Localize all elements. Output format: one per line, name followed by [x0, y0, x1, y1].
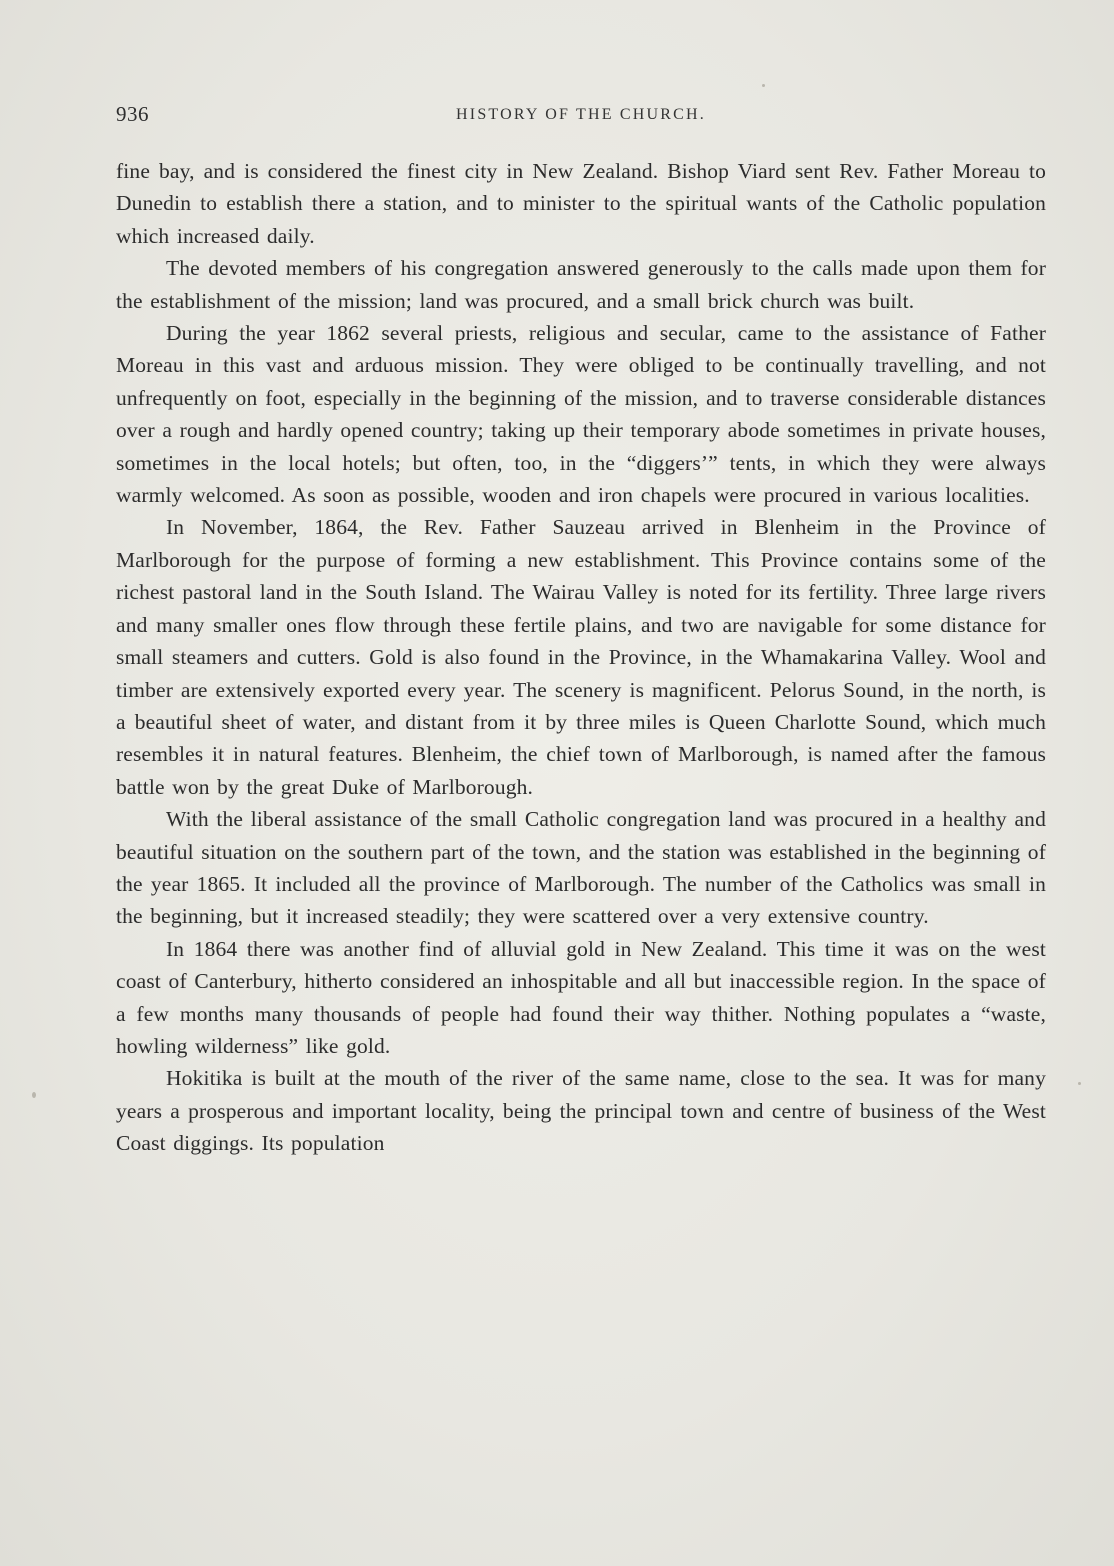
page-number: 936	[116, 102, 149, 126]
page-header	[116, 100, 1046, 130]
body-text	[116, 155, 1046, 1160]
paragraph-1862-priests: During the year 1862 several priests, religious and secular, came to the assistance of Father Moreau in this vast and arduous mission. They were obliged to be continually travelling, and not unfrequently on foot, especially in the beginning of the mission, and to traverse considerable distances over a rough and hardly opened country; taking up their temporary abode sometimes in private houses, sometimes in the local hotels; but often, too, in the “diggers’” tents, in which they were always warmly welcomed. As soon as possible, wooden and iron chapels were procured in various localities.	[116, 321, 1046, 508]
paragraph-hokitika: Hokitika is built at the mouth of the river of the same name, close to the sea. It was for many years a prosperous and important locality, being the principal town and centre of business of the West Coast diggings. Its population	[116, 1066, 1046, 1156]
paper-speck	[1078, 1082, 1081, 1085]
running-title: HISTORY OF THE CHURCH.	[456, 106, 706, 123]
paragraph-dunedin: fine bay, and is considered the finest city in New Zealand. Bishop Viard sent Rev. Father Moreau to Dunedin to establish there a station, and to minister to the spiritual wants of the Catholic population which increased daily.	[116, 159, 1046, 248]
paper-speck	[32, 1092, 36, 1098]
paragraph-west-coast-gold: In 1864 there was another find of alluvial gold in New Zealand. This time it was on the west coast of Canterbury, hitherto considered an inhospitable and all but inaccessible region. In the space of a few months many thousands of people had found their way thither. Nothing populates a “waste, howling wilderness” like gold.	[116, 936, 1046, 1058]
paragraph-congregation: The devoted members of his congregation answered generously to the calls made upon them for the establishment of the mission; land was procured, and a small brick church was built.	[116, 256, 1046, 313]
paper-speck	[762, 84, 765, 87]
paragraph-blenheim: In November, 1864, the Rev. Father Sauzeau arrived in Blenheim in the Province of Marlborough for the purpose of forming a new establishment. This Province contains some of the richest pastoral land in the South Island. The Wairau Valley is noted for its fertility. Three large rivers and many smaller ones flow through these fertile plains, and two are navigable for some distance for small steamers and cutters. Gold is also found in the Province, in the Whamakarina Valley. Wool and timber are extensively exported every year. The scenery is magnificent. Pelorus Sound, in the north, is a beautiful sheet of water, and distant from it by three miles is Queen Charlotte Sound, which much resembles it in natural features. Blenheim, the chief town of Marlborough, is named after the famous battle won by the great Duke of Marlborough.	[116, 515, 1046, 799]
paragraph-marlborough-station: With the liberal assistance of the small Catholic congregation land was procured in a healthy and beautiful situation on the southern part of the town, and the station was established in the beginning of the year 1865. It included all the province of Marlborough. The number of the Catholics was small in the beginning, but it increased steadily; they were scattered over a very extensive country.	[116, 807, 1046, 929]
